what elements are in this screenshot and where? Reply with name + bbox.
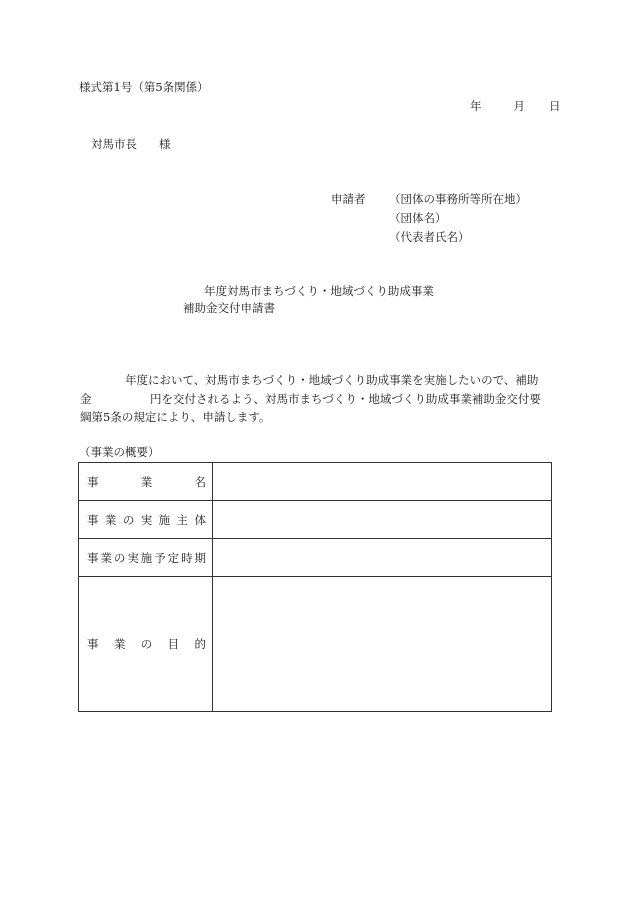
planned-period-label: [87, 550, 206, 566]
label-char: 期: [194, 550, 206, 565]
table-row: [79, 577, 552, 712]
label-char: 実: [140, 512, 153, 527]
label-char: 業: [113, 637, 126, 651]
label-char: 実: [127, 550, 139, 565]
project-purpose-label: [87, 636, 206, 652]
label-char: 体: [194, 512, 206, 527]
label-char: 定: [167, 550, 180, 565]
label-char: 目: [167, 637, 180, 651]
label-char: の: [140, 637, 153, 651]
label-char: 時: [181, 550, 193, 565]
table-row: [79, 501, 552, 539]
addressee-honorific: 様: [159, 137, 171, 151]
label-char: 主: [176, 512, 189, 527]
applicant-representative-field: （代表者氏名）: [389, 230, 470, 244]
applicant-office-address-field: （団体の事務所等所在地）: [389, 192, 527, 206]
label-char: 業: [100, 550, 112, 565]
table-label-cell: [79, 501, 213, 539]
overview-heading: （事業の概要）: [79, 445, 160, 459]
document-title-line2: 補助金交付申請書: [183, 301, 275, 315]
table-label-cell: [79, 463, 213, 501]
applicant-label: 申請者: [331, 192, 366, 206]
body-text-line2-rest: 円を交付されるよう、対馬市まちづくり・地域づくり助成事業補助金交付要: [150, 392, 541, 406]
label-char: 事: [87, 474, 99, 489]
body-text-line1: 年度において、対馬市まちづくり・地域づくり助成事業を実施したいので、補助: [125, 373, 539, 387]
label-char: 事: [87, 637, 99, 651]
document-title-line1: 年度対馬市まちづくり・地域づくり助成事業: [204, 284, 434, 298]
label-char: 施: [140, 550, 153, 565]
project-name-label: [87, 474, 206, 490]
label-char: の: [113, 550, 126, 565]
date-year-label: 年: [470, 99, 482, 113]
planned-period-value-cell[interactable]: [213, 539, 552, 577]
table-label-cell: [79, 577, 213, 712]
addressee-name: 対馬市長: [91, 137, 137, 151]
label-char: 的: [194, 637, 206, 651]
body-text-line3: 綱第5条の規定により、申請します。: [80, 410, 271, 424]
project-name-value-cell[interactable]: [213, 463, 552, 501]
body-text-line2-start: 金: [80, 392, 92, 406]
table-row: [79, 539, 552, 577]
label-char: 名: [194, 474, 206, 489]
label-char: 事: [87, 512, 99, 527]
applicant-group-name-field: （団体名）: [389, 211, 447, 225]
label-char: 事: [87, 550, 99, 565]
project-summary-table: [78, 462, 552, 712]
label-char: 予: [154, 550, 166, 565]
table-row: [79, 463, 552, 501]
label-char: 業: [140, 474, 153, 489]
label-char: の: [122, 512, 135, 527]
addressee: [91, 139, 171, 151]
form-number: 様式第1号（第5条関係）: [79, 80, 209, 94]
date-line: [470, 101, 561, 113]
date-day-label: 日: [549, 99, 561, 113]
implementing-entity-value-cell[interactable]: [213, 501, 552, 539]
project-purpose-value-cell[interactable]: [213, 577, 552, 712]
label-char: 業: [104, 512, 117, 527]
date-month-label: 月: [513, 99, 525, 113]
table-label-cell: [79, 539, 213, 577]
implementing-entity-label: [87, 512, 206, 528]
label-char: 施: [158, 512, 171, 527]
